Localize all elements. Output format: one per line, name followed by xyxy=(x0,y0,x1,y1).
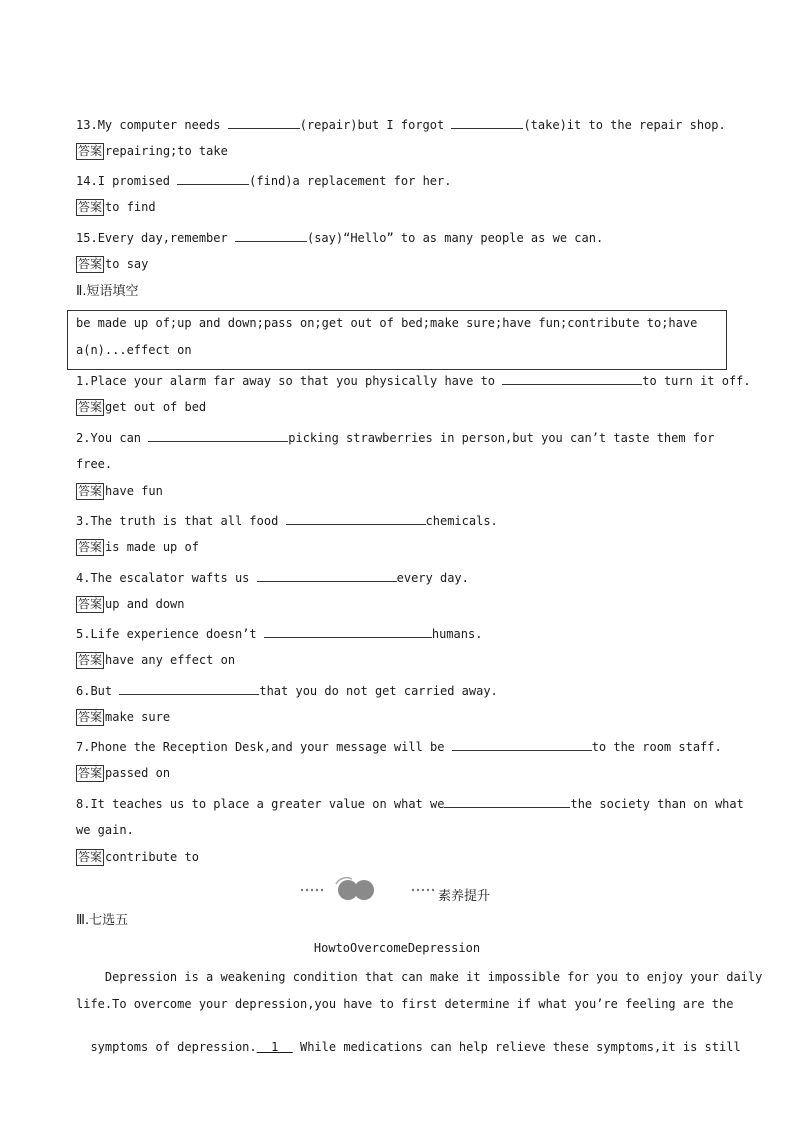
phrase-question-4 xyxy=(76,569,469,586)
answer-blank xyxy=(257,569,397,582)
answer-blank xyxy=(119,682,259,695)
question-text: that you do not get carried away. xyxy=(259,684,498,698)
answer-blank xyxy=(235,229,307,242)
answer-label: 答案 xyxy=(78,540,103,554)
phrase-question-2-continued: free. xyxy=(76,457,113,471)
answer-blank xyxy=(148,429,288,442)
passage-blank-1: 1 xyxy=(256,1040,293,1054)
answer-text: up and down xyxy=(105,597,185,611)
phrase-answer-6 xyxy=(76,709,170,726)
phrase-answer-1 xyxy=(76,399,206,416)
question-text: (take)it to the repair shop. xyxy=(523,118,726,132)
question-number: 5. xyxy=(76,627,91,641)
answer-14 xyxy=(76,199,156,216)
answer-label: 答案 xyxy=(78,257,103,271)
passage-text: symptoms of depression. xyxy=(90,1040,257,1054)
question-13 xyxy=(76,116,726,133)
question-number: 6. xyxy=(76,684,91,698)
answer-text: is made up of xyxy=(105,540,199,554)
question-14 xyxy=(76,172,451,189)
answer-text: to say xyxy=(105,257,149,271)
phrase-question-8 xyxy=(76,795,744,812)
question-text: The escalator wafts us xyxy=(90,571,257,585)
question-text: Every day,remember xyxy=(97,231,235,245)
question-text: You can xyxy=(90,431,149,445)
answer-text: have any effect on xyxy=(105,653,236,667)
question-text: It teaches us to place a greater value on what we xyxy=(90,797,445,811)
phrase-question-7 xyxy=(76,738,722,755)
answer-label: 答案 xyxy=(78,200,103,214)
phrase-question-2 xyxy=(76,429,715,446)
answer-blank xyxy=(502,372,642,385)
question-text: (say)“Hello” to as many people as we can. xyxy=(306,231,604,245)
question-text: Phone the Reception Desk,and your message will be xyxy=(90,740,452,754)
phrase-bank-line-1: be made up of;up and down;pass on;get out of bed;make sure;have fun;contribute to;have xyxy=(76,316,698,330)
question-text: to the room staff. xyxy=(591,740,722,754)
question-number: 15. xyxy=(76,231,98,245)
question-number: 2. xyxy=(76,431,91,445)
answer-label: 答案 xyxy=(78,144,103,158)
phrase-answer-3 xyxy=(76,539,199,556)
question-text: chemicals. xyxy=(425,514,498,528)
question-text: But xyxy=(90,684,120,698)
question-number: 4. xyxy=(76,571,91,585)
answer-blank xyxy=(177,172,249,185)
phrase-bank-box xyxy=(67,310,727,370)
section-banner xyxy=(300,876,500,904)
answer-label: 答案 xyxy=(78,400,103,414)
answer-text: contribute to xyxy=(105,850,199,864)
question-number: 8. xyxy=(76,797,91,811)
answer-15 xyxy=(76,256,148,273)
banner-decoration-icon xyxy=(300,876,440,904)
answer-label: 答案 xyxy=(78,484,103,498)
question-text: Life experience doesn’t xyxy=(90,627,264,641)
question-text: My computer needs xyxy=(97,118,228,132)
question-text: picking strawberries in person,but you can’t taste them for xyxy=(288,431,715,445)
answer-text: have fun xyxy=(105,484,163,498)
section-3-title: Ⅲ.七选五 xyxy=(76,913,129,928)
answer-text: to find xyxy=(105,200,156,214)
answer-text: get out of bed xyxy=(105,400,207,414)
question-number: 14. xyxy=(76,174,98,188)
answer-13 xyxy=(76,143,228,160)
question-text: The truth is that all food xyxy=(90,514,286,528)
phrase-bank-line-2: a(n)...effect on xyxy=(76,343,192,357)
answer-blank xyxy=(452,738,592,751)
question-15 xyxy=(76,229,603,246)
phrase-question-6 xyxy=(76,682,498,699)
answer-blank xyxy=(264,625,432,638)
passage-line-1: Depression is a weakening condition that can make it impossible for you to enjoy your daily xyxy=(76,970,763,984)
question-number: 7. xyxy=(76,740,91,754)
question-number: 1. xyxy=(76,374,91,388)
question-text: every day. xyxy=(396,571,469,585)
answer-blank xyxy=(444,795,570,808)
answer-text: passed on xyxy=(105,766,171,780)
passage-line-2: life.To overcome your depression,you have to first determine if what you’re feeling are the xyxy=(76,997,734,1011)
passage-text: While medications can help relieve these symptoms,it is still xyxy=(292,1040,741,1054)
question-text: humans. xyxy=(431,627,483,641)
question-text: Place your alarm far away so that you physically have to xyxy=(90,374,503,388)
answer-label: 答案 xyxy=(78,850,103,864)
answer-text: repairing;to take xyxy=(105,144,228,158)
phrase-answer-8 xyxy=(76,849,199,866)
question-text: (repair)but I forgot xyxy=(299,118,452,132)
answer-text: make sure xyxy=(105,710,171,724)
phrase-question-3 xyxy=(76,512,498,529)
answer-label: 答案 xyxy=(78,597,103,611)
phrase-answer-7 xyxy=(76,765,170,782)
section-2-title: Ⅱ.短语填空 xyxy=(76,284,139,299)
passage-line-3 xyxy=(76,1023,741,1055)
answer-blank xyxy=(228,116,300,129)
phrase-question-8-continued: we gain. xyxy=(76,823,134,837)
answer-label: 答案 xyxy=(78,653,103,667)
phrase-question-5 xyxy=(76,625,482,642)
phrase-answer-2 xyxy=(76,483,163,500)
answer-label: 答案 xyxy=(78,766,103,780)
passage-title: HowtoOvercomeDepression xyxy=(313,941,481,955)
question-text: the society than on what xyxy=(570,797,744,811)
phrase-question-1 xyxy=(76,372,751,389)
question-text: to turn it off. xyxy=(642,374,751,388)
question-number: 3. xyxy=(76,514,91,528)
banner-text: 素养提升 xyxy=(438,889,491,904)
question-text: I promised xyxy=(97,174,178,188)
question-text: (find)a replacement for her. xyxy=(249,174,452,188)
phrase-answer-4 xyxy=(76,596,185,613)
question-number: 13. xyxy=(76,118,98,132)
phrase-answer-5 xyxy=(76,652,235,669)
answer-blank xyxy=(286,512,426,525)
answer-blank xyxy=(451,116,523,129)
answer-label: 答案 xyxy=(78,710,103,724)
